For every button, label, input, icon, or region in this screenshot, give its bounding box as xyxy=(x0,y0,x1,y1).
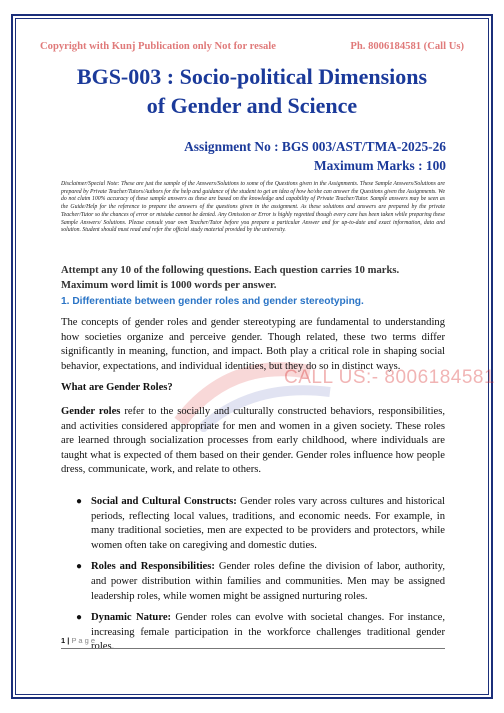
document-title xyxy=(28,62,476,120)
copyright-header xyxy=(40,41,464,52)
footer-rule xyxy=(61,648,445,649)
phone-text: Ph. 8006184581 (Call Us) xyxy=(350,41,464,52)
assignment-number: Assignment No : BGS 003/AST/TMA-2025-26 xyxy=(184,139,446,154)
title-line-1: BGS-003 : Socio-political Dimensions xyxy=(76,64,428,89)
watermark-text: CALL US:- 8006184581 xyxy=(284,367,496,388)
page-number: 1 xyxy=(61,636,66,645)
bullet-icon: ● xyxy=(76,612,83,624)
footer-separator: | xyxy=(65,636,72,645)
copyright-text: Copyright with Kunj Publication only Not for resale xyxy=(40,41,276,52)
list-item xyxy=(76,560,445,604)
instructions-line-2: Maximum word limit is 1000 words per answer. xyxy=(61,279,277,291)
title-line-2: of Gender and Science xyxy=(146,93,358,118)
page-footer xyxy=(61,636,95,645)
gender-roles-text: refer to the socially and culturally constructed behaviors, responsibilities, and activities considered appropriate for men and women in a given society. These roles are learned through socialization processes from early childhood, where individuals are taught what is expected of them based on their gender. Gender roles influence how people dress, communicate, work, and relate to others. xyxy=(61,406,445,476)
assignment-info xyxy=(184,137,446,175)
question-1-heading: 1. Differentiate between gender roles and gender stereotyping. xyxy=(61,296,364,307)
instructions-line-1: Attempt any 10 of the following questions. Each question carries 10 marks. xyxy=(61,265,400,276)
bullet-icon: ● xyxy=(76,561,83,573)
bullet-text: Gender roles can evolve with societal changes. For instance, increasing female participation in the workforce challenges traditional gender roles. xyxy=(91,612,445,653)
bullet-text: Gender roles define the division of labor, authority, and power distribution within families and communities. Men may be assigned leadership roles, while women might be assigned nurturing roles. xyxy=(91,561,445,602)
section-heading: What are Gender Roles? xyxy=(61,382,173,393)
bullet-icon: ● xyxy=(76,496,83,507)
disclaimer-note: Disclaimer/Special Note: These are just the sample of the Answers/Solutions to some of the Questions given in the Assignments. These Sample Answers/Solutions are prepared by Private Teacher/Tutors/Authors for the help and guidance of the student to get an idea of how he/she can answer the Questions given the Assignments. We do not claim 100% accuracy of these sample answers as these are based on the knowledge and capability of Private Teacher/Tutor. Sample answers may be seen as the Guide/Help for the reference to prepare the answers of the questions given in the assignment. As these solutions and answers are prepared by the private Teacher/Tutor so the chances of error or mistake cannot be denied. Any Omission or Error is highly regretted though every care has been taken while preparing these Sample Answers/ Solutions. Please consult your own Teacher/Tutor before you prepare a particular Answer and for up-to-date and exact information, data and solution. Student should must read and refer the official study material provided by the university. xyxy=(61,181,445,234)
gender-roles-term: Gender roles xyxy=(61,406,121,417)
gender-roles-paragraph xyxy=(61,405,445,478)
list-item xyxy=(76,495,445,553)
intro-paragraph: The concepts of gender roles and gender stereotyping are fundamental to understanding how societies organize and perceive gender. Though related, these two terms differ significantly in meaning, function, and impact. Both play a critical role in shaping social behavior, expectations, and individual identities, but they do so in distinct ways. xyxy=(61,317,445,372)
bullet-term: Social and Cultural Constructs: xyxy=(91,496,237,507)
page-word: P a g e xyxy=(71,636,96,645)
bullet-list xyxy=(76,495,445,662)
bullet-text: Gender roles vary across cultures and historical periods, reflecting local values, traditions, and economic needs. For example, in many traditional societies, men are expected to be providers and protectors, while women often take on caregiving and domestic duties. xyxy=(91,496,445,551)
maximum-marks: Maximum Marks : 100 xyxy=(313,158,446,173)
instructions xyxy=(61,264,445,293)
bullet-term: Roles and Responsibilities: xyxy=(91,561,215,573)
bullet-term: Dynamic Nature: xyxy=(91,612,172,624)
